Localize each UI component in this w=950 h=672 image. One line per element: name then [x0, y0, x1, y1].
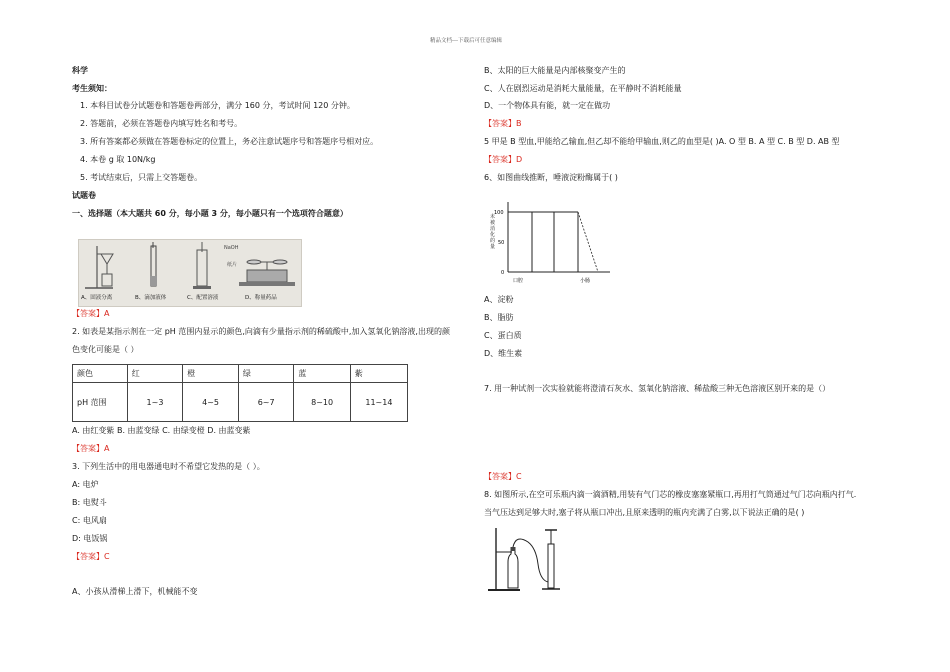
- notice-3: 3. 所有答案都必须做在答题卷标定的位置上，务必注意试题序号和答题序号相对应。: [80, 137, 379, 146]
- notice-5: 5. 考试结束后，只需上交答题卷。: [80, 173, 203, 182]
- q5-text: 5 甲是 B 型血,甲能给乙输血,但乙却不能给甲输血,则乙的血型是( )A. O 型 B. A 型 C. B 型 D. AB 型: [484, 137, 840, 146]
- table-cell: 8~10: [294, 383, 350, 422]
- q2-text-line1: 2. 如表是某指示剂在一定 pH 范围内显示的颜色,向滴有少量指示剂的稀硫酸中,加入氢氧化钠溶液,出现的颜: [72, 327, 450, 336]
- subject-title: 科学: [72, 66, 88, 75]
- q2-text-line2: 色变化可能是（ ）: [72, 345, 139, 354]
- y-tick-0: 0: [501, 270, 505, 276]
- table-cell: 紫: [350, 365, 407, 383]
- q1-answer: 【答案】A: [72, 309, 110, 318]
- y-tick-100: 100: [494, 210, 504, 216]
- q3-option-d: D: 电饭锅: [72, 534, 108, 543]
- q4-option-a: A、小孩从滑梯上滑下，机械能不变: [72, 587, 198, 596]
- q6-option-a: A、淀粉: [484, 295, 514, 304]
- q8-text-line2: 当气压达到足够大时,塞子将从瓶口冲出,且原来透明的瓶内充满了白雾,以下说法正确的是( ): [484, 508, 805, 517]
- q3-text: 3. 下列生活中的用电器通电时不希望它发热的是（ ）。: [72, 462, 265, 471]
- q7-text: 7. 用一种试剂一次实验就能将澄清石灰水、氢氧化钠溶液、稀盐酸三种无色溶液区别开来的是（）: [484, 384, 831, 393]
- table-cell: 颜色: [73, 365, 128, 383]
- svg-text:纸片: 纸片: [227, 262, 238, 268]
- curve-decline: [578, 212, 598, 272]
- q1-caption-d: D、称量药品: [245, 295, 277, 301]
- y-tick-50: 50: [498, 240, 505, 246]
- table-cell: 11~14: [350, 383, 407, 422]
- notice-2: 2. 答题前，必须在答题卷内填写姓名和考号。: [80, 119, 243, 128]
- section-title: 一、选择题（本大题共 60 分，每小题 3 分，每小题只有一个选项符合题意）: [72, 209, 348, 218]
- q1-lab-image: [78, 239, 302, 307]
- svg-text:NaOH: NaOH: [224, 245, 239, 251]
- q6-option-b: B、脂肪: [484, 313, 514, 322]
- q4-answer: 【答案】B: [484, 119, 522, 128]
- table-cell: 红: [127, 365, 183, 383]
- q1-caption-c: C、配置溶液: [187, 295, 219, 301]
- q5-answer: 【答案】D: [484, 155, 523, 164]
- notice-title: 考生须知：: [72, 84, 112, 93]
- q6-chart-ylabel: 未被消化的量: [490, 214, 496, 250]
- q4-option-c: C、人在剧烈运动是消耗大量能量，在平静时不消耗能量: [484, 84, 682, 93]
- q8-pump-apparatus: [486, 524, 576, 596]
- notice-4: 4. 本卷 g 取 10N/kg: [80, 155, 156, 164]
- q1-caption-b: B、滴加液体: [135, 295, 167, 301]
- q3-option-a: A: 电炉: [72, 480, 99, 489]
- table-row: [73, 383, 408, 422]
- q6-option-c: C、蛋白质: [484, 331, 522, 340]
- q3-option-c: C: 电风扇: [72, 516, 107, 525]
- lab-equipment-illustration: [79, 240, 301, 292]
- table-cell: pH 范围: [73, 383, 128, 422]
- q2-ph-table: [72, 364, 408, 422]
- q2-options: A. 由红变紫 B. 由蓝变绿 C. 由绿变橙 D. 由蓝变紫: [72, 426, 251, 435]
- q6-digestion-chart: [486, 196, 616, 288]
- x-tick-mouth: 口腔: [513, 278, 524, 284]
- q3-answer: 【答案】C: [72, 552, 110, 561]
- table-row: [73, 365, 408, 383]
- q1-caption-a: A、固液分离: [81, 295, 113, 301]
- q3-option-b: B: 电熨斗: [72, 498, 107, 507]
- x-tick-intestine: 小肠: [580, 278, 591, 284]
- table-cell: 6~7: [238, 383, 294, 422]
- q4-option-d: D、一个物体具有能，就一定在做功: [484, 101, 611, 110]
- table-cell: 4~5: [183, 383, 239, 422]
- paper-title: 试题卷: [72, 191, 96, 200]
- table-cell: 绿: [238, 365, 294, 383]
- q4-option-b: B、太阳的巨大能量是内部核聚变产生的: [484, 66, 626, 75]
- page-header: 精品文档---下载后可任意编辑: [430, 38, 502, 44]
- q6-option-d: D、维生素: [484, 349, 523, 358]
- table-cell: 橙: [183, 365, 239, 383]
- table-cell: 蓝: [294, 365, 350, 383]
- q2-answer: 【答案】A: [72, 444, 110, 453]
- q8-text-line1: 8. 如图所示,在空可乐瓶内滴一滴酒精,用装有气门芯的橡皮塞塞紧瓶口,再用打气筒通过气门芯向瓶内打气.: [484, 490, 857, 499]
- table-cell: 1~3: [127, 383, 183, 422]
- q7-answer: 【答案】C: [484, 472, 522, 481]
- notice-1: 1. 本科目试卷分试题卷和答题卷两部分，满分 160 分，考试时间 120 分钟。: [80, 101, 355, 110]
- q6-text: 6、如图曲线推断，唾液淀粉酶属于( ): [484, 173, 618, 182]
